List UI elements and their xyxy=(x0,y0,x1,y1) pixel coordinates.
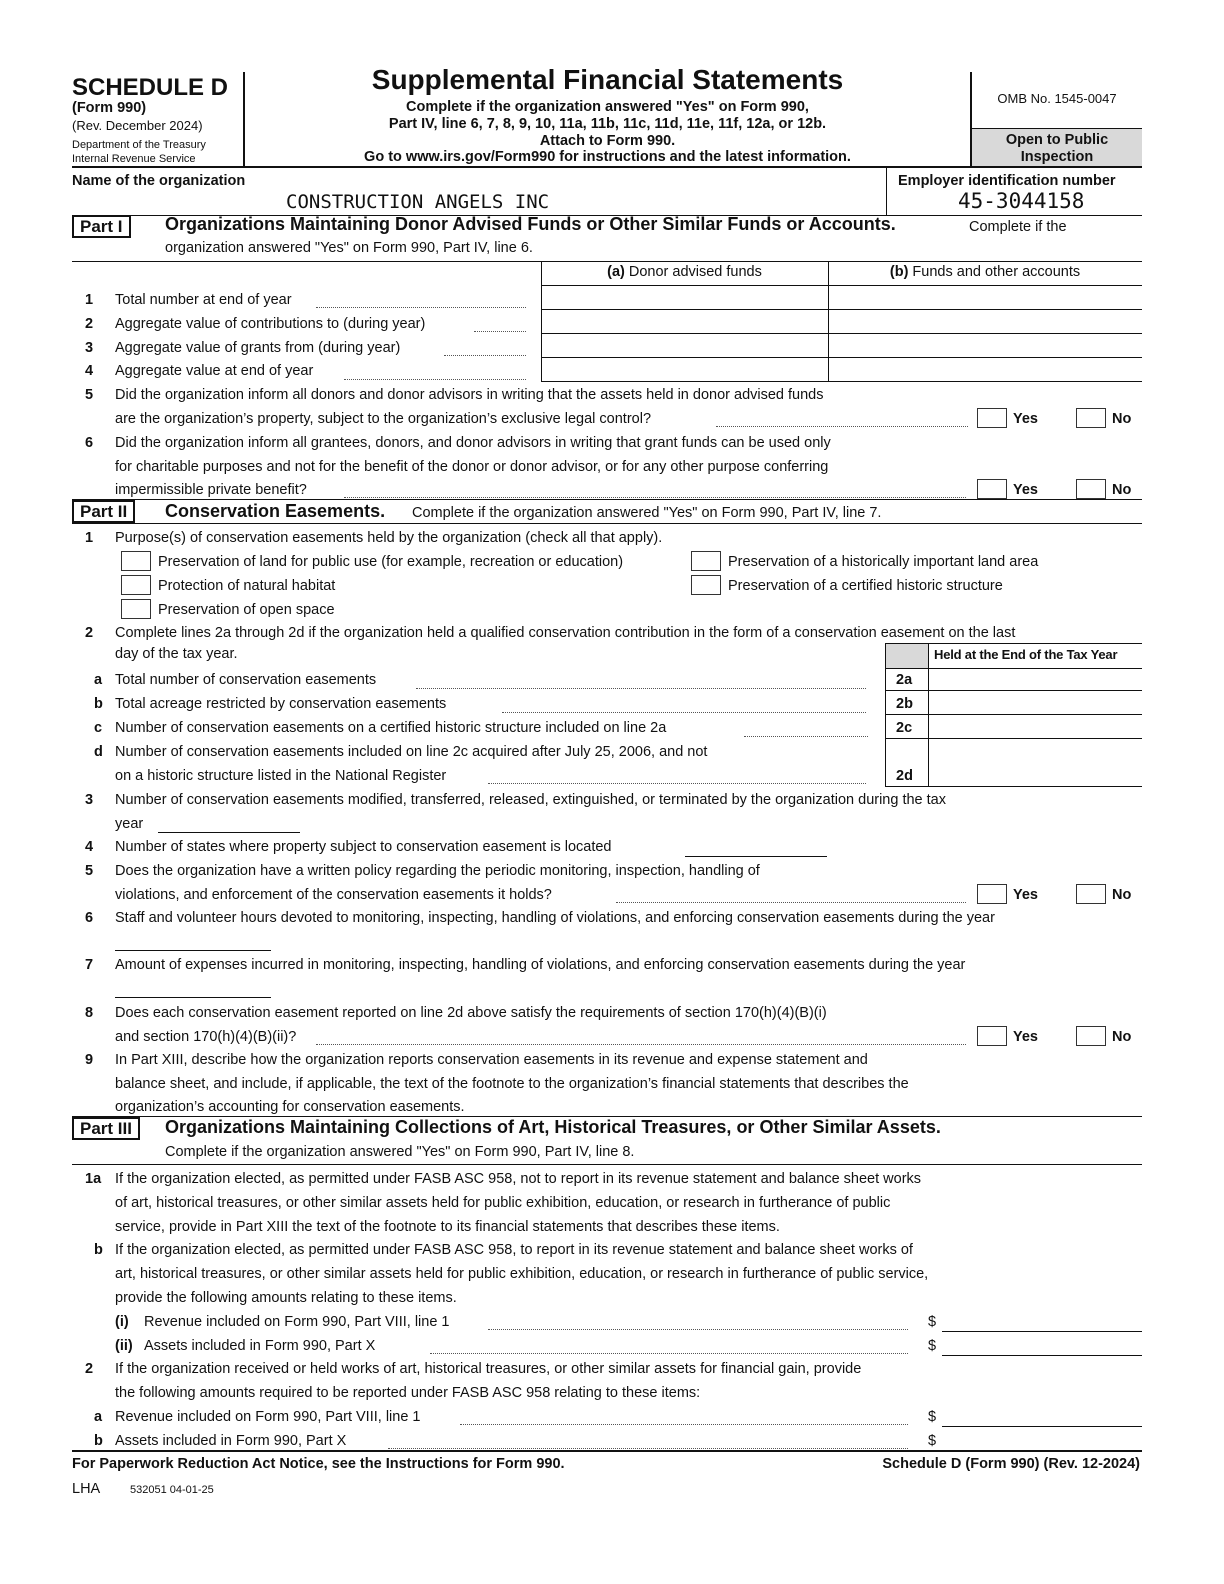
purpose-habitat-checkbox[interactable] xyxy=(121,575,151,595)
box-gray-cell xyxy=(886,644,928,668)
part3-line1a-text-1: If the organization elected, as permitted under FASB ASC 958, not to report in its revenue statement and balance sheet works xyxy=(115,1171,922,1187)
part2-line2c-text: Number of conservation easements on a certified historic structure included on line 2a xyxy=(115,720,667,736)
part2-line2d-text-2: on a historic structure listed in the National Register xyxy=(115,768,447,784)
form-code: 532051 04-01-25 xyxy=(130,1484,214,1496)
line-number: 8 xyxy=(85,1005,94,1021)
line-letter: b xyxy=(94,1433,103,1449)
line-label: Aggregate value at end of year xyxy=(115,363,314,379)
no-label: No xyxy=(1112,411,1132,427)
subline-tag: (i) xyxy=(115,1314,129,1330)
dollar-sign: $ xyxy=(928,1409,937,1425)
line-label: Aggregate value of contributions to (during year) xyxy=(115,316,426,332)
part1-line5-text-2: are the organization’s property, subject to the organization’s exclusive legal control? xyxy=(115,411,652,427)
row-rule xyxy=(541,381,1142,382)
line-number: 9 xyxy=(85,1052,94,1068)
purpose-historic-structure-label: Preservation of a certified historic structure xyxy=(728,578,1003,594)
line3-input[interactable] xyxy=(158,832,300,833)
line-letter: a xyxy=(94,672,103,688)
line1b-ii-input[interactable] xyxy=(942,1355,1142,1356)
leader-dots xyxy=(444,355,526,356)
leader-dots xyxy=(344,497,966,498)
box-rule xyxy=(885,738,1142,739)
part3-line1a-text-2: of art, historical treasures, or other similar assets held for public exhibition, education, or research in furtherance of public xyxy=(115,1195,891,1211)
line-number: 5 xyxy=(85,863,94,879)
line-number: 5 xyxy=(85,387,94,403)
org-name-value: CONSTRUCTION ANGELS INC xyxy=(286,191,550,213)
form-number: (Form 990) xyxy=(72,100,147,116)
leader-dots xyxy=(416,688,866,689)
part2-line4-text: Number of states where property subject to conservation easement is located xyxy=(115,839,612,855)
yes-label: Yes xyxy=(1013,411,1038,427)
part1-line6-text-2: for charitable purposes and not for the benefit of the donor or donor advisor, or for any other purpose conferring xyxy=(115,459,829,475)
revision-date: (Rev. December 2024) xyxy=(72,118,203,133)
purpose-historic-structure-checkbox[interactable] xyxy=(691,575,721,595)
line2a-input[interactable] xyxy=(942,1426,1142,1427)
leader-dots xyxy=(316,1044,966,1045)
box-rule xyxy=(885,668,1142,669)
held-at-end-header: Held at the End of the Tax Year xyxy=(934,647,1118,662)
box-left-border xyxy=(885,643,886,787)
line1b-i-input[interactable] xyxy=(942,1331,1142,1332)
col-a-letter: (a) xyxy=(607,264,625,280)
line-number: 6 xyxy=(85,435,94,451)
leader-dots xyxy=(344,379,526,380)
department: Department of the Treasury xyxy=(72,139,206,151)
box-bottom-rule xyxy=(885,786,1142,787)
footer-rule xyxy=(72,1450,1142,1452)
open-to-public-box xyxy=(972,128,1142,167)
part3-line2-text-1: If the organization received or held works of art, historical treasures, or other similar assets for financial gain, provide xyxy=(115,1361,862,1377)
part3-line1b-text-3: provide the following amounts relating to these items. xyxy=(115,1290,457,1306)
box-2d-label: 2d xyxy=(896,768,913,784)
line4-input[interactable] xyxy=(685,856,827,857)
part2-line8-text-2: and section 170(h)(4)(B)(ii)? xyxy=(115,1029,297,1045)
part1-title-tail: Complete if the xyxy=(969,219,1067,235)
part2-rule xyxy=(72,523,1142,524)
part2-line1-text: Purpose(s) of conservation easements held by the organization (check all that apply). xyxy=(115,530,663,546)
box-rule xyxy=(885,714,1142,715)
purpose-open-space-label: Preservation of open space xyxy=(158,602,335,618)
part1-line6-yes-checkbox[interactable] xyxy=(977,479,1007,499)
part2-line7-text: Amount of expenses incurred in monitoring, inspecting, handling of violations, and enforcing conservation easements during the year xyxy=(115,957,966,973)
leader-dots xyxy=(460,1424,908,1425)
ein-label: Employer identification number xyxy=(898,173,1116,189)
part3-line1b-i-text: Revenue included on Form 990, Part VIII, line 1 xyxy=(144,1314,450,1330)
part2-line5-text-1: Does the organization have a written policy regarding the periodic monitoring, inspection, handling of xyxy=(115,863,760,879)
leader-dots xyxy=(716,426,968,427)
part1-title: Organizations Maintaining Donor Advised Funds or Other Similar Funds or Accounts. xyxy=(165,214,896,234)
part2-line8-yes-checkbox[interactable] xyxy=(977,1026,1007,1046)
open-to-public-line2: Inspection xyxy=(1020,149,1094,165)
part1-line5-text-1: Did the organization inform all donors and donor advisors in writing that the assets held in donor advised funds xyxy=(115,387,824,403)
part2-line9-text-3: organization’s accounting for conservation easements. xyxy=(115,1099,465,1115)
box-2a-label: 2a xyxy=(896,672,913,688)
dollar-sign: $ xyxy=(928,1338,937,1354)
line-number: 3 xyxy=(85,340,94,356)
part2-line6-text: Staff and volunteer hours devoted to monitoring, inspecting, handling of violations, and enforcing conservation easements during the year xyxy=(115,910,995,926)
leader-dots xyxy=(744,736,868,737)
part3-line1b-text-1: If the organization elected, as permitted under FASB ASC 958, to report in its revenue statement and balance sheet works of xyxy=(115,1242,913,1258)
form-instructions-2: Part IV, line 6, 7, 8, 9, 10, 11a, 11b, 11c, 11d, 11e, 11f, 12a, or 12b. xyxy=(388,116,827,132)
line7-input[interactable] xyxy=(115,997,271,998)
col-b-header xyxy=(828,264,1142,280)
part2-line5-text-2: violations, and enforcement of the conservation easements it holds? xyxy=(115,887,552,903)
purpose-historic-land-checkbox[interactable] xyxy=(691,551,721,571)
line-number: 6 xyxy=(85,910,94,926)
leader-dots xyxy=(502,712,866,713)
line-number: 2 xyxy=(85,1361,94,1377)
part2-tag: Part II xyxy=(72,500,135,523)
line-letter: c xyxy=(94,720,103,736)
leader-dots xyxy=(488,783,866,784)
part2-line9-text-2: balance sheet, and include, if applicable, the text of the footnote to the organization’s financial statements that describes the xyxy=(115,1076,909,1092)
line-number: 2 xyxy=(85,625,94,641)
part1-line6-text-1: Did the organization inform all grantees, donors, and donor advisors in writing that grant funds can be used only xyxy=(115,435,831,451)
part2-title: Conservation Easements. xyxy=(165,501,386,521)
row-rule xyxy=(541,333,1142,334)
part1-tag: Part I xyxy=(72,215,131,238)
leader-dots xyxy=(388,1448,908,1449)
line-number: 1 xyxy=(85,292,94,308)
part2-line5-yes-checkbox[interactable] xyxy=(977,884,1007,904)
line-number: 7 xyxy=(85,957,94,973)
leader-dots xyxy=(488,1329,908,1330)
line-number: 3 xyxy=(85,792,94,808)
col-b-letter: (b) xyxy=(889,264,909,280)
yes-label: Yes xyxy=(1013,1029,1038,1045)
col-a-header xyxy=(541,264,828,280)
agency: Internal Revenue Service xyxy=(72,153,196,165)
form-title: Supplemental Financial Statements xyxy=(371,64,844,95)
part2-line3-text-1: Number of conservation easements modified, transferred, released, extinguished, or terminated by the organization during the tax xyxy=(115,792,946,808)
omb-number: OMB No. 1545-0047 xyxy=(997,91,1117,106)
part1-line6-no-checkbox[interactable] xyxy=(1076,479,1106,499)
yes-label: Yes xyxy=(1013,887,1038,903)
header-rule xyxy=(72,166,1142,168)
part3-line1a-text-3: service, provide in Part XIII the text of the footnote to its financial statements that describes these items. xyxy=(115,1219,780,1235)
part1-end-rule xyxy=(72,499,1142,500)
part2-line2d-text-1: Number of conservation easements included on line 2c acquired after July 25, 2006, and not xyxy=(115,744,708,760)
part2-line5-no-checkbox[interactable] xyxy=(1076,884,1106,904)
line-letter: b xyxy=(94,696,103,712)
subline-tag: (ii) xyxy=(115,1338,133,1354)
line-letter: b xyxy=(94,1242,103,1258)
form-instructions-1: Complete if the organization answered "Yes" on Form 990, xyxy=(406,99,809,115)
part1-line5-yes-checkbox[interactable] xyxy=(977,408,1007,428)
part3-line1b-text-2: art, historical treasures, or other similar assets held for public exhibition, education, or research in furtherance of public service, xyxy=(115,1266,929,1282)
part3-line2-text-2: the following amounts required to be reported under FASB ASC 958 relating to these items: xyxy=(115,1385,701,1401)
no-label: No xyxy=(1112,1029,1132,1045)
no-label: No xyxy=(1112,482,1132,498)
line-label: Total number at end of year xyxy=(115,292,292,308)
line-number: 4 xyxy=(85,839,94,855)
org-name-label: Name of the organization xyxy=(72,173,246,189)
col-b-label: Funds and other accounts xyxy=(908,264,1081,280)
no-label: No xyxy=(1112,887,1132,903)
part2-line2b-text: Total acreage restricted by conservation easements xyxy=(115,696,447,712)
line-letter: d xyxy=(94,744,103,760)
part3-subtitle: Complete if the organization answered "Yes" on Form 990, Part IV, line 8. xyxy=(165,1144,635,1160)
leader-dots xyxy=(430,1353,908,1354)
part1-rule xyxy=(72,261,1142,262)
line-number: 2 xyxy=(85,316,94,332)
box-2c-label: 2c xyxy=(896,720,913,736)
line-number: 1a xyxy=(85,1171,102,1187)
part3-tag: Part III xyxy=(72,1117,140,1140)
form-instructions-3: Attach to Form 990. xyxy=(539,133,676,149)
form-instructions-link[interactable]: Go to www.irs.gov/Form990 for instructions and the latest information. xyxy=(364,149,851,165)
col-header-rule xyxy=(541,285,1142,286)
purpose-habitat-label: Protection of natural habitat xyxy=(158,578,336,594)
col-a-label: Donor advised funds xyxy=(624,264,762,280)
leader-dots xyxy=(316,307,526,308)
part2-line2a-text: Total number of conservation easements xyxy=(115,672,377,688)
part3-title: Organizations Maintaining Collections of Art, Historical Treasures, or Other Similar Assets. xyxy=(165,1117,941,1137)
leader-dots xyxy=(474,331,526,332)
ein-value: 45-3044158 xyxy=(958,189,1085,213)
line-number: 4 xyxy=(85,363,94,379)
line-letter: a xyxy=(94,1409,103,1425)
ein-divider xyxy=(886,167,887,215)
part1-line6-text-3: impermissible private benefit? xyxy=(115,482,307,498)
schedule-title: SCHEDULE D xyxy=(72,74,229,101)
part2-line8-no-checkbox[interactable] xyxy=(1076,1026,1106,1046)
lha-label: LHA xyxy=(72,1481,101,1497)
box-rule xyxy=(885,690,1142,691)
box-mid-border xyxy=(928,643,929,787)
dollar-sign: $ xyxy=(928,1433,937,1449)
part2-line2-text-1: Complete lines 2a through 2d if the organization held a qualified conservation contribution in the form of a conservation easement on the last xyxy=(115,625,1016,641)
part1-line5-no-checkbox[interactable] xyxy=(1076,408,1106,428)
purpose-public-use-checkbox[interactable] xyxy=(121,551,151,571)
purpose-historic-land-label: Preservation of a historically important land area xyxy=(728,554,1039,570)
row-rule xyxy=(541,309,1142,310)
part2-line2-text-2: day of the tax year. xyxy=(115,646,238,662)
part2-line8-text-1: Does each conservation easement reported on line 2d above satisfy the requirements of section 170(h)(4)(B)(i) xyxy=(115,1005,827,1021)
line-label: Aggregate value of grants from (during year) xyxy=(115,340,401,356)
part1-subtitle: organization answered "Yes" on Form 990, Part IV, line 6. xyxy=(165,240,533,256)
part2-line3-text-2: year xyxy=(115,816,144,832)
part2-line9-text-1: In Part XIII, describe how the organization reports conservation easements in its revenue and expense statement and xyxy=(115,1052,868,1068)
line6-input[interactable] xyxy=(115,950,271,951)
yes-label: Yes xyxy=(1013,482,1038,498)
footer-form-id: Schedule D (Form 990) (Rev. 12-2024) xyxy=(882,1456,1140,1472)
line-number: 1 xyxy=(85,530,94,546)
row-rule xyxy=(541,357,1142,358)
purpose-open-space-checkbox[interactable] xyxy=(121,599,151,619)
part2-title-tail: Complete if the organization answered "Yes" on Form 990, Part IV, line 7. xyxy=(412,505,882,521)
purpose-public-use-label: Preservation of land for public use (for example, recreation or education) xyxy=(158,554,624,570)
part3-line1b-ii-text: Assets included in Form 990, Part X xyxy=(144,1338,376,1354)
part3-line2b-text: Assets included in Form 990, Part X xyxy=(115,1433,347,1449)
paperwork-notice: For Paperwork Reduction Act Notice, see the Instructions for Form 990. xyxy=(72,1456,565,1472)
box-2b-label: 2b xyxy=(896,696,913,712)
leader-dots xyxy=(616,902,966,903)
part3-rule xyxy=(72,1164,1142,1165)
open-to-public-line1: Open to Public xyxy=(1005,132,1109,148)
dollar-sign: $ xyxy=(928,1314,937,1330)
part3-line2a-text: Revenue included on Form 990, Part VIII, line 1 xyxy=(115,1409,421,1425)
